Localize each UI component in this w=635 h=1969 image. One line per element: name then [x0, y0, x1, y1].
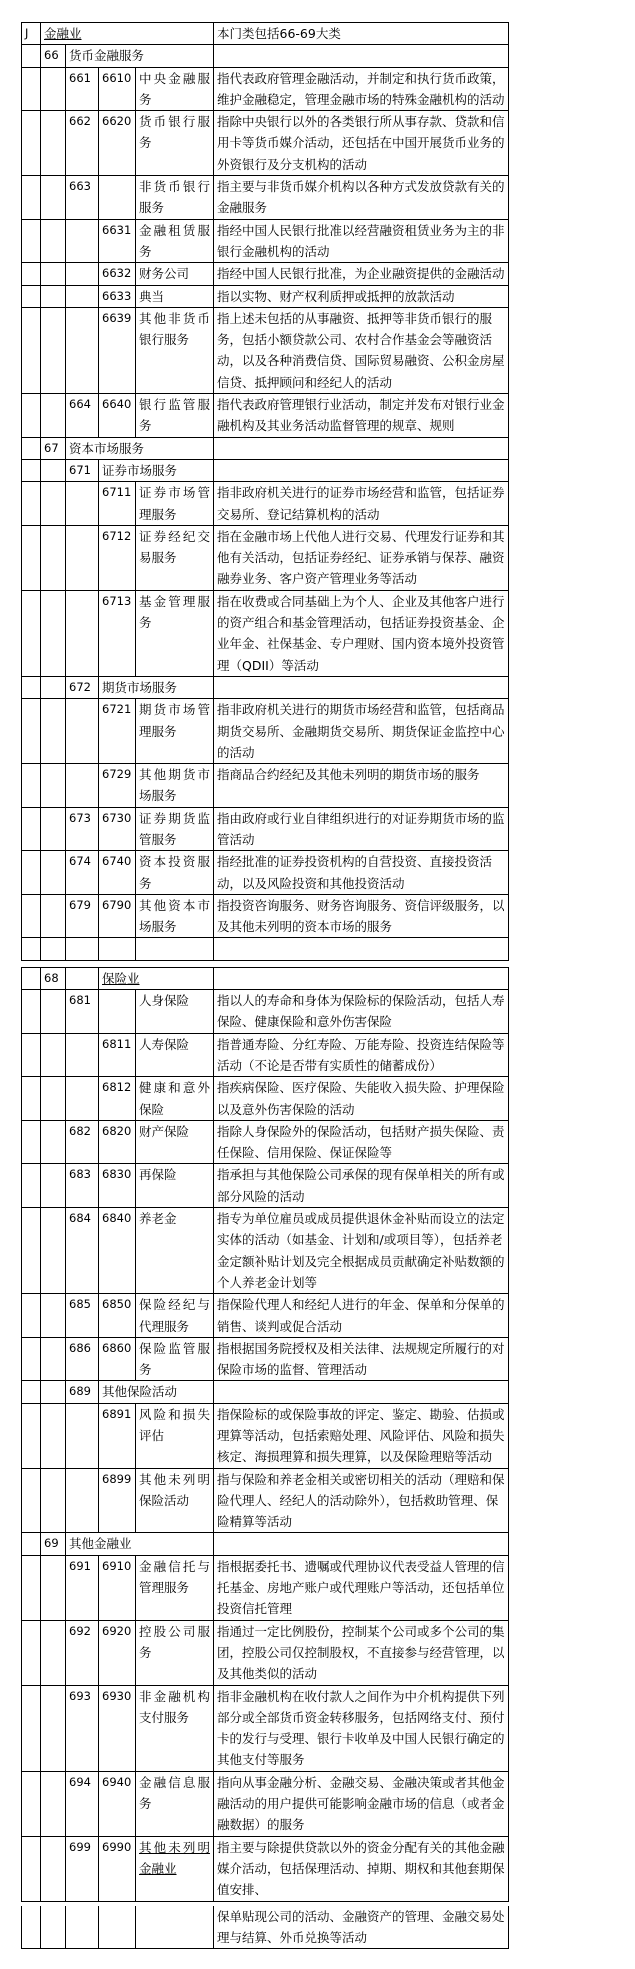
table-row — [22, 394, 509, 438]
category-name: 货币银行服务 — [136, 111, 214, 176]
major-code: 68 — [41, 967, 66, 989]
door-code — [22, 307, 41, 393]
major-code: 66 — [41, 45, 66, 67]
door-code — [22, 176, 41, 220]
small-code: 6990 — [99, 1836, 136, 1901]
table-row — [22, 1208, 509, 1294]
door-code — [22, 437, 41, 459]
table-row — [22, 219, 509, 263]
major-code — [41, 285, 66, 307]
major-code — [41, 938, 66, 960]
door-code — [22, 1836, 41, 1901]
door-code — [22, 851, 41, 895]
major-code — [41, 482, 66, 526]
category-name: 养老金 — [136, 1208, 214, 1294]
table-row — [22, 676, 509, 698]
table-row — [22, 111, 509, 176]
category-name: 健康和意外保险 — [136, 1077, 214, 1121]
mid-code: 693 — [66, 1685, 99, 1771]
major-name: 资本市场服务 — [66, 437, 214, 459]
table-row — [22, 459, 509, 481]
category-name: 证券经纪交易服务 — [136, 525, 214, 590]
category-name: 其他资本市场服务 — [136, 894, 214, 938]
small-code: 6620 — [99, 111, 136, 176]
category-description: 指非政府机关进行的期货市场经营和监管，包括商品期货交易所、金融期货交易所、期货保证金监控中心的活动 — [214, 699, 509, 764]
category-name: 风险和损失评估 — [136, 1403, 214, 1468]
category-description: 指向从事金融分析、金融交易、金融决策或者其他金融活动的用户提供可能影响金融市场的信息（或者金融数据）的服务 — [214, 1771, 509, 1836]
mid-code — [66, 1468, 99, 1533]
mid-name: 证券市场服务 — [99, 459, 214, 481]
major-code — [41, 990, 66, 1034]
small-code — [99, 176, 136, 220]
major-code — [41, 111, 66, 176]
category-description: 指在收费或合同基础上为个人、企业及其他客户进行的资产组合和基金管理活动，包括证券投资基金、企业年金、社保基金、专户理财、国内资本境外投资管理（QDII）等活动 — [214, 590, 509, 676]
category-description — [214, 437, 509, 459]
major-code — [41, 525, 66, 590]
classification-table-part-3 — [21, 1906, 509, 1950]
category-name: 其他期货市场服务 — [136, 764, 214, 808]
category-name: 典当 — [136, 285, 214, 307]
door-code: J — [22, 23, 41, 45]
category-name: 金融信托与管理服务 — [136, 1555, 214, 1620]
table-row — [22, 1468, 509, 1533]
table-row — [22, 1337, 509, 1381]
major-code — [41, 1685, 66, 1771]
door-code — [22, 938, 41, 960]
table-row — [22, 1555, 509, 1620]
door-code — [22, 263, 41, 285]
category-description: 指非金融机构在收付款人之间作为中介机构提供下列部分或全部货币资金转移服务，包括网络支付、预付卡的发行与受理、银行卡收单及中国人民银行确定的其他支付等服务 — [214, 1685, 509, 1771]
category-name: 银行监管服务 — [136, 394, 214, 438]
door-code — [22, 807, 41, 851]
mid-code — [66, 1033, 99, 1077]
table-row — [22, 1533, 509, 1555]
category-description: 指由政府或行业自律组织进行的对证券期货市场的监管活动 — [214, 807, 509, 851]
category-description — [214, 1381, 509, 1403]
category-description: 指通过一定比例股份，控制某个公司或多个公司的集团，控股公司仅控制股权，不直接参与经营管理，以及其他类似的活动 — [214, 1620, 509, 1685]
small-code: 6820 — [99, 1120, 136, 1164]
door-code — [22, 1164, 41, 1208]
small-code: 6631 — [99, 219, 136, 263]
major-code — [41, 1555, 66, 1620]
table-row — [22, 1771, 509, 1836]
mid-code — [66, 699, 99, 764]
category-name: 中央金融服务 — [136, 67, 214, 111]
mid-code: 682 — [66, 1120, 99, 1164]
door-code — [22, 1685, 41, 1771]
category-name — [136, 1906, 214, 1949]
mid-code — [66, 1077, 99, 1121]
table-row — [22, 45, 509, 67]
category-name — [136, 938, 214, 960]
major-code: 67 — [41, 437, 66, 459]
mid-code: 673 — [66, 807, 99, 851]
category-description: 指与保险和养老金相关或密切相关的活动（理赔和保险代理人、经纪人的活动除外），包括救助管理、保险精算等活动 — [214, 1468, 509, 1533]
major-code — [41, 676, 66, 698]
door-code — [22, 967, 41, 989]
category-description: 指普通寿险、分红寿险、万能寿险、投资连结保险等活动（不论是否带有实质性的储蓄成份） — [214, 1033, 509, 1077]
major-code — [41, 394, 66, 438]
small-code: 6729 — [99, 764, 136, 808]
table-row — [22, 967, 509, 989]
major-code — [41, 1620, 66, 1685]
door-code — [22, 67, 41, 111]
small-code: 6712 — [99, 525, 136, 590]
major-code — [41, 894, 66, 938]
door-code — [22, 1294, 41, 1338]
mid-code: 662 — [66, 111, 99, 176]
category-name: 基金管理服务 — [136, 590, 214, 676]
table-row — [22, 1033, 509, 1077]
small-code — [99, 990, 136, 1034]
small-code: 6740 — [99, 851, 136, 895]
small-code: 6850 — [99, 1294, 136, 1338]
mid-code: 672 — [66, 676, 99, 698]
classification-table-part-2 — [21, 967, 509, 1902]
category-name: 证券市场管理服务 — [136, 482, 214, 526]
table-row — [22, 1077, 509, 1121]
category-description: 指除中央银行以外的各类银行所从事存款、贷款和信用卡等货币媒介活动，还包括在中国开展货币业务的外资银行及分支机构的活动 — [214, 111, 509, 176]
major-code — [41, 1906, 66, 1949]
table-row — [22, 23, 509, 45]
table-row — [22, 67, 509, 111]
small-code: 6940 — [99, 1771, 136, 1836]
major-name: 货币金融服务 — [66, 45, 214, 67]
table-row — [22, 807, 509, 851]
table-row — [22, 1381, 509, 1403]
door-code — [22, 1077, 41, 1121]
mid-code: 691 — [66, 1555, 99, 1620]
major-code — [41, 1771, 66, 1836]
door-code — [22, 45, 41, 67]
door-code — [22, 1033, 41, 1077]
major-code — [41, 1208, 66, 1294]
category-description: 指代表政府管理银行业活动，制定并发布对银行业金融机构及其业务活动监督管理的规章、规则 — [214, 394, 509, 438]
table-row — [22, 1836, 509, 1901]
table-row — [22, 285, 509, 307]
category-description: 指保险代理人和经纪人进行的年金、保单和分保单的销售、谈判或促合活动 — [214, 1294, 509, 1338]
mid-code: 683 — [66, 1164, 99, 1208]
mid-code: 689 — [66, 1381, 99, 1403]
table-row — [22, 307, 509, 393]
category-description: 指保险标的或保险事故的评定、鉴定、勘验、估损或理算等活动，包括索赔处理、风险评估、风险和损失核定、海损理算和损失理算，以及保险理赔等活动 — [214, 1403, 509, 1468]
major-code — [41, 1403, 66, 1468]
door-code — [22, 1120, 41, 1164]
table-row — [22, 764, 509, 808]
category-name: 证券期货监管服务 — [136, 807, 214, 851]
mid-code — [66, 967, 99, 989]
table-row — [22, 1294, 509, 1338]
category-name: 其他未列明金融业 — [136, 1836, 214, 1901]
small-code: 6812 — [99, 1077, 136, 1121]
category-name: 保险监管服务 — [136, 1337, 214, 1381]
door-code — [22, 1620, 41, 1685]
mid-code: 679 — [66, 894, 99, 938]
mid-code — [66, 590, 99, 676]
small-code: 6730 — [99, 807, 136, 851]
category-description: 指经中国人民银行批准以经营融资租赁业务为主的非银行金融机构的活动 — [214, 219, 509, 263]
mid-code: 685 — [66, 1294, 99, 1338]
door-code — [22, 990, 41, 1034]
table-row — [22, 437, 509, 459]
door-code — [22, 1468, 41, 1533]
major-code — [41, 459, 66, 481]
mid-code: 674 — [66, 851, 99, 895]
category-description — [214, 676, 509, 698]
category-description: 指上述未包括的从事融资、抵押等非货币银行的服务，包括小额贷款公司、农村合作基金会等融资活动，以及各种消费信贷、国际贸易融资、公积金房屋信贷、抵押顾问和经纪人的活动 — [214, 307, 509, 393]
category-description — [214, 1533, 509, 1555]
mid-code — [66, 307, 99, 393]
mid-code: 661 — [66, 67, 99, 111]
small-code: 6721 — [99, 699, 136, 764]
mid-code: 699 — [66, 1836, 99, 1901]
door-name: 金融业 — [41, 23, 214, 45]
mid-code — [66, 219, 99, 263]
classification-table-part-1 — [21, 22, 509, 961]
category-description: 指主要与非货币媒介机构以各种方式发放贷款有关的金融服务 — [214, 176, 509, 220]
table-row — [22, 525, 509, 590]
mid-code — [66, 263, 99, 285]
category-name: 财产保险 — [136, 1120, 214, 1164]
category-description: 指以实物、财产权利质押或抵押的放款活动 — [214, 285, 509, 307]
table-row — [22, 1120, 509, 1164]
small-code — [99, 1906, 136, 1949]
small-code: 6639 — [99, 307, 136, 393]
door-code — [22, 111, 41, 176]
mid-code: 694 — [66, 1771, 99, 1836]
category-description — [214, 459, 509, 481]
mid-name: 其他保险活动 — [99, 1381, 214, 1403]
small-code: 6930 — [99, 1685, 136, 1771]
major-name: 其他金融业 — [66, 1533, 214, 1555]
category-description: 指除人身保险外的保险活动，包括财产损失保险、责任保险、信用保险、保证保险等 — [214, 1120, 509, 1164]
mid-code: 671 — [66, 459, 99, 481]
door-code — [22, 590, 41, 676]
table-row — [22, 1403, 509, 1468]
table-row — [22, 1164, 509, 1208]
category-description — [214, 967, 509, 989]
table-row — [22, 894, 509, 938]
door-code — [22, 1533, 41, 1555]
mid-code — [66, 285, 99, 307]
table-row — [22, 1685, 509, 1771]
major-code — [41, 699, 66, 764]
major-code — [41, 1120, 66, 1164]
category-description — [214, 938, 509, 960]
major-code — [41, 219, 66, 263]
door-code — [22, 1771, 41, 1836]
small-code: 6711 — [99, 482, 136, 526]
category-description: 指承担与其他保险公司承保的现有保单相关的所有或部分风险的活动 — [214, 1164, 509, 1208]
major-code: 69 — [41, 1533, 66, 1555]
small-code: 6632 — [99, 263, 136, 285]
category-description: 指经批准的证券投资机构的自营投资、直接投资活动，以及风险投资和其他投资活动 — [214, 851, 509, 895]
category-name: 再保险 — [136, 1164, 214, 1208]
category-name: 金融信息服务 — [136, 1771, 214, 1836]
major-code — [41, 1468, 66, 1533]
category-name: 其他非货币银行服务 — [136, 307, 214, 393]
small-code: 6811 — [99, 1033, 136, 1077]
major-code — [41, 807, 66, 851]
category-name: 其他未列明保险活动 — [136, 1468, 214, 1533]
door-code — [22, 764, 41, 808]
table-row — [22, 482, 509, 526]
door-code — [22, 1381, 41, 1403]
major-code — [41, 1294, 66, 1338]
mid-name: 期货市场服务 — [99, 676, 214, 698]
small-code: 6610 — [99, 67, 136, 111]
table-row — [22, 176, 509, 220]
mid-code — [66, 482, 99, 526]
category-name: 期货市场管理服务 — [136, 699, 214, 764]
door-code — [22, 285, 41, 307]
table-row — [22, 263, 509, 285]
major-code — [41, 764, 66, 808]
category-name: 资本投资服务 — [136, 851, 214, 895]
table-row — [22, 1906, 509, 1949]
category-description — [214, 45, 509, 67]
small-code: 6891 — [99, 1403, 136, 1468]
door-code — [22, 1555, 41, 1620]
door-code — [22, 1403, 41, 1468]
mid-code — [66, 525, 99, 590]
door-code — [22, 894, 41, 938]
category-description: 指根据委托书、遗嘱或代理协议代表受益人管理的信托基金、房地产账户或代理账户等活动，还包括单位投资信托管理 — [214, 1555, 509, 1620]
door-code — [22, 394, 41, 438]
table-row — [22, 1620, 509, 1685]
mid-code: 692 — [66, 1620, 99, 1685]
small-code: 6920 — [99, 1620, 136, 1685]
small-code: 6830 — [99, 1164, 136, 1208]
category-description: 指代表政府管理金融活动，并制定和执行货币政策，维护金融稳定，管理金融市场的特殊金融机构的活动 — [214, 67, 509, 111]
small-code: 6899 — [99, 1468, 136, 1533]
major-name: 保险业 — [99, 967, 214, 989]
small-code: 6840 — [99, 1208, 136, 1294]
door-code — [22, 1208, 41, 1294]
category-description: 保单贴现公司的活动、金融资产的管理、金融交易处理与结算、外币兑换等活动 — [214, 1906, 509, 1949]
category-description: 指疾病保险、医疗保险、失能收入损失险、护理保险以及意外伤害保险的活动 — [214, 1077, 509, 1121]
major-code — [41, 1033, 66, 1077]
door-code — [22, 459, 41, 481]
category-name: 金融租赁服务 — [136, 219, 214, 263]
small-code: 6640 — [99, 394, 136, 438]
major-code — [41, 1164, 66, 1208]
category-name: 人寿保险 — [136, 1033, 214, 1077]
mid-code — [66, 1403, 99, 1468]
major-code — [41, 1381, 66, 1403]
table-row — [22, 699, 509, 764]
category-description: 指以人的寿命和身体为保险标的保险活动，包括人寿保险、健康保险和意外伤害保险 — [214, 990, 509, 1034]
category-name: 人身保险 — [136, 990, 214, 1034]
category-name: 保险经纪与代理服务 — [136, 1294, 214, 1338]
door-code — [22, 525, 41, 590]
category-description: 本门类包括66-69大类 — [214, 23, 509, 45]
door-code — [22, 1337, 41, 1381]
major-code — [41, 1836, 66, 1901]
category-name: 非货币银行服务 — [136, 176, 214, 220]
table-row — [22, 851, 509, 895]
door-code — [22, 699, 41, 764]
category-name: 非金融机构支付服务 — [136, 1685, 214, 1771]
mid-code — [66, 1906, 99, 1949]
major-code — [41, 1337, 66, 1381]
category-description: 指经中国人民银行批准，为企业融资提供的金融活动 — [214, 263, 509, 285]
door-code — [22, 482, 41, 526]
mid-code: 681 — [66, 990, 99, 1034]
table-row — [22, 990, 509, 1034]
mid-code — [66, 938, 99, 960]
major-code — [41, 67, 66, 111]
major-code — [41, 176, 66, 220]
small-code: 6860 — [99, 1337, 136, 1381]
door-code — [22, 676, 41, 698]
category-description: 指根据国务院授权及相关法律、法规规定所履行的对保险市场的监督、管理活动 — [214, 1337, 509, 1381]
category-description: 指在金融市场上代他人进行交易、代理发行证券和其他有关活动，包括证券经纪、证券承销与保荐、融资融券业务、客户资产管理业务等活动 — [214, 525, 509, 590]
small-code: 6910 — [99, 1555, 136, 1620]
table-row — [22, 590, 509, 676]
table-row — [22, 938, 509, 960]
small-code: 6633 — [99, 285, 136, 307]
mid-code: 664 — [66, 394, 99, 438]
major-code — [41, 590, 66, 676]
mid-code: 684 — [66, 1208, 99, 1294]
category-description: 指商品合约经纪及其他未列明的期货市场的服务 — [214, 764, 509, 808]
category-description: 指主要与除提供贷款以外的资金分配有关的其他金融媒介活动，包括保理活动、掉期、期权和其他套期保值安排、 — [214, 1836, 509, 1901]
category-name: 控股公司服务 — [136, 1620, 214, 1685]
mid-code: 663 — [66, 176, 99, 220]
category-description: 指专为单位雇员或成员提供退休金补贴而设立的法定实体的活动（如基金、计划和/或项目等），包括养老金定额补贴计划及完全根据成员贡献确定补贴数额的个人养老金计划等 — [214, 1208, 509, 1294]
category-description: 指非政府机关进行的证券市场经营和监管，包括证券交易所、登记结算机构的活动 — [214, 482, 509, 526]
major-code — [41, 1077, 66, 1121]
category-name: 财务公司 — [136, 263, 214, 285]
major-code — [41, 307, 66, 393]
door-code — [22, 219, 41, 263]
small-code: 6713 — [99, 590, 136, 676]
major-code — [41, 851, 66, 895]
mid-code — [66, 764, 99, 808]
door-code — [22, 1906, 41, 1949]
small-code: 6790 — [99, 894, 136, 938]
mid-code: 686 — [66, 1337, 99, 1381]
small-code — [99, 938, 136, 960]
category-description: 指投资咨询服务、财务咨询服务、资信评级服务，以及其他未列明的资本市场的服务 — [214, 894, 509, 938]
major-code — [41, 263, 66, 285]
